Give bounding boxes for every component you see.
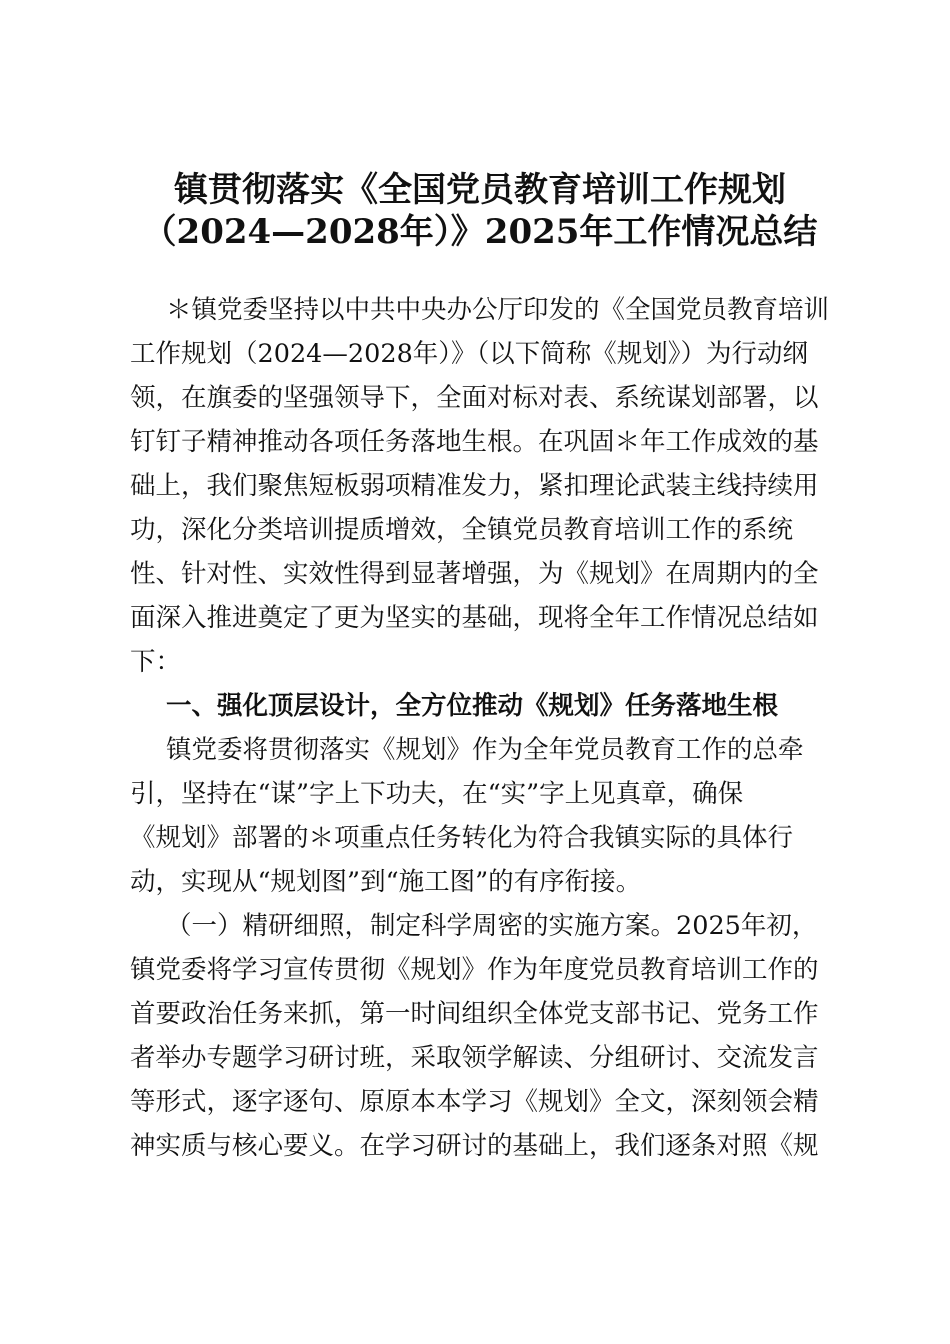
- text-line: 者举办专题学习研讨班，采取领学解读、分组研讨、交流发言: [130, 1043, 819, 1073]
- text-line: 下：: [130, 647, 182, 677]
- text-line: 镇党委将学习宣传贯彻《规划》作为年度党员教育培训工作的: [130, 955, 819, 985]
- text-line: 领，在旗委的坚强领导下，全面对标对表、系统谋划部署，以: [130, 383, 819, 413]
- text-line: （一）精研细照，制定科学周密的实施方案。2025年初，: [166, 911, 818, 941]
- document-body: [130, 288, 830, 1168]
- text-line: 首要政治任务来抓，第一时间组织全体党支部书记、党务工作: [130, 999, 819, 1029]
- paragraph-intro: [130, 288, 830, 684]
- text-line: 等形式，逐字逐句、原原本本学习《规划》全文，深刻领会精: [130, 1087, 819, 1117]
- text-line: 性、针对性、实效性得到显著增强，为《规划》在周期内的全: [130, 559, 819, 589]
- text-line: 动，实现从“规划图”到“施工图”的有序衔接。: [130, 867, 642, 897]
- text-line: 功，深化分类培训提质增效，全镇党员教育培训工作的系统: [130, 515, 794, 545]
- text-line: ＊镇党委坚持以中共中央办公厅印发的《全国党员教育培训: [166, 295, 830, 325]
- text-line: 钉钉子精神推动各项任务落地生根。在巩固＊年工作成效的基: [130, 427, 819, 457]
- text-line: 工作规划（2024—2028年）》（以下简称《规划》）为行动纲: [130, 339, 809, 369]
- text-line: 础上，我们聚焦短板弱项精准发力，紧扣理论武装主线持续用: [130, 471, 819, 501]
- text-line: 《规划》部署的＊项重点任务转化为符合我镇实际的具体行: [130, 823, 794, 853]
- text-line: 镇党委将贯彻落实《规划》作为全年党员教育工作的总牵: [166, 735, 804, 765]
- section-heading-1: 一、强化顶层设计，全方位推动《规划》任务落地生根: [166, 691, 779, 721]
- text-line: 面深入推进奠定了更为坚实的基础，现将全年工作情况总结如: [130, 603, 819, 633]
- paragraph-subsection-1: [130, 904, 830, 1168]
- paragraph-section-1: [130, 728, 830, 904]
- text-line: 引，坚持在“谋”字上下功夫，在“实”字上见真章，确保: [130, 779, 744, 809]
- document-title-line-1: 镇贯彻落实《全国党员教育培训工作规划: [174, 170, 786, 210]
- text-line: 神实质与核心要义。在学习研讨的基础上，我们逐条对照《规: [130, 1131, 819, 1161]
- document-title-line-2: （2024—2028年）》2025年工作情况总结: [142, 212, 818, 252]
